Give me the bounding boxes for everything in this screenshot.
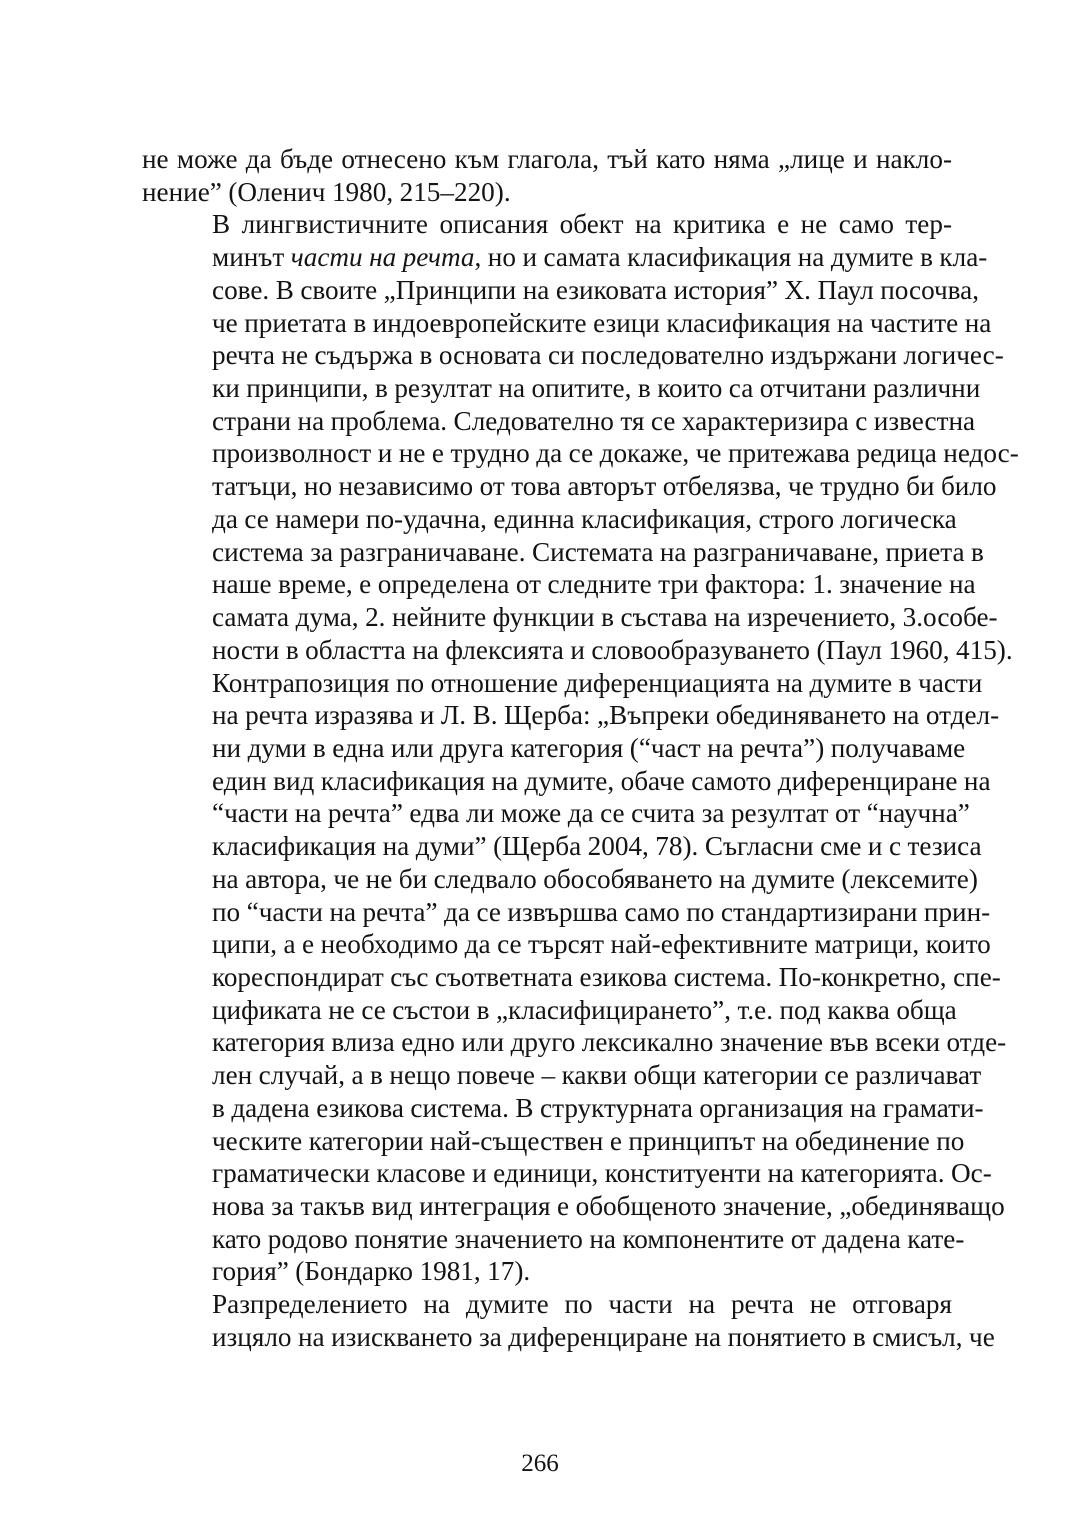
text-segment: да се намери по-удачна, единна класификация, строго логическа <box>212 503 957 534</box>
text-segment: ципи, а е необходимо да се търсят най-ефективните матрици, които <box>212 929 991 960</box>
text-segment: един вид класификация на думите, обаче самото диференциране на <box>212 765 991 796</box>
text-line <box>142 339 1004 372</box>
text-segment: кореспондират със съответната езикова система. По-конкретно, спе- <box>212 961 1001 992</box>
text-line <box>142 1255 952 1288</box>
text-segment: ни думи в една или друга категория (“част на речта”) получаваме <box>212 732 966 763</box>
text-line <box>142 732 966 765</box>
text-line <box>142 601 998 634</box>
text-line <box>142 143 952 176</box>
text-line <box>142 274 980 307</box>
italic-term: части на речта <box>290 242 475 273</box>
text-segment: ки принципи, в резултат на опитите, в които са отчитани различни <box>212 373 981 404</box>
text-segment: нова за такъв вид интеграция е обобщеното значение, „обединяващо <box>212 1191 1005 1221</box>
text-line <box>142 503 957 536</box>
text-segment: “части на речта” едва ли може да се счита за резултат от “научна” <box>212 798 970 829</box>
text-line <box>142 307 992 340</box>
text-segment: самата дума, 2. нейните функции в състава на изречението, 3.особе- <box>212 602 998 633</box>
text-segment: речта не съдържа в основата си последователно издържани логичес- <box>212 340 1004 371</box>
paragraph <box>142 1288 995 1353</box>
text-segment: система за разграничаване. Системата на разграничаване, приета в <box>212 536 984 567</box>
text-line <box>142 928 991 961</box>
text-line <box>142 176 952 209</box>
text-segment: в дадена езикова система. В структурната организация на грамати- <box>212 1092 984 1123</box>
text-segment: произволност и не е трудно да се докаже, че притежава редица недос- <box>212 438 1019 469</box>
text-segment: на автора, че не би следвало обособяването на думите (лексемите) <box>212 863 978 894</box>
text-line <box>142 1157 992 1190</box>
text-segment: не може да бъде отнесено към глагола, тъй като няма „лице и накло- <box>142 144 952 174</box>
text-line <box>142 405 976 438</box>
text-segment: цификата не се състои в „класифицирането”, т.е. под каква обща <box>212 994 957 1025</box>
text-line <box>142 1288 952 1321</box>
text-segment: ческите категории най-съществен е принципът на обединение по <box>212 1125 965 1156</box>
text-line <box>142 1059 982 1092</box>
text-segment: на речта изразява и Л. В. Щерба: „Въпреки обединяването на отдел- <box>212 700 1000 731</box>
text-line <box>142 634 1013 667</box>
text-line <box>142 568 976 601</box>
text-segment: по “части на речта” да се извършва само по стандартизирани прин- <box>212 896 991 927</box>
page-number: 266 <box>521 1450 559 1477</box>
text-line <box>142 896 991 929</box>
text-segment: изцяло на изискването за диференциране на понятието в смисъл, че <box>212 1321 995 1352</box>
text-segment: гория” (Бондарко 1981, 17). <box>212 1256 531 1287</box>
text-segment: , но и самата класификация на думите в кла- <box>474 242 988 273</box>
text-segment: сове. В своите „Принципи на езиковата история” Х. Паул посочва, <box>212 274 980 305</box>
paragraph <box>142 208 1019 1288</box>
text-line <box>142 994 957 1027</box>
text-line <box>142 830 982 863</box>
text-line <box>142 1092 984 1125</box>
text-segment: като родово понятие значението на компонентите от дадена кате- <box>212 1223 965 1254</box>
text-segment: Контрапозиция по отношение диференциацията на думите в части <box>212 667 983 698</box>
text-line <box>142 536 984 569</box>
text-segment: наше време, е определена от следните три фактора: 1. значение на <box>212 569 976 600</box>
text-segment: класификация на думи” (Щерба 2004, 78). Съгласни сме и с тезиса <box>212 831 982 862</box>
text-line <box>142 1190 1005 1223</box>
paragraph <box>142 143 952 208</box>
text-line <box>142 470 997 503</box>
text-line <box>142 437 1019 470</box>
page-body <box>142 143 1019 1354</box>
text-segment: минът <box>212 242 291 273</box>
text-segment: страни на проблема. Следователно тя се характеризира с известна <box>212 405 976 436</box>
text-line <box>142 863 978 896</box>
text-segment: нение” (Оленич 1980, 215–220). <box>142 176 511 207</box>
text-line <box>142 961 1001 994</box>
text-line <box>142 765 991 798</box>
text-line <box>142 208 952 241</box>
text-line <box>142 1125 965 1158</box>
text-line <box>142 1026 1007 1059</box>
text-segment: В лингвистичните описания обект на критика е не само тер- <box>212 209 952 240</box>
text-line <box>142 1223 965 1256</box>
text-segment: че приетата в индоевропейските езици класификация на частите на <box>212 307 992 338</box>
text-segment: лен случай, а в нещо повече – какви общи категории се различават <box>212 1060 982 1091</box>
text-line <box>142 667 983 700</box>
text-segment: ности в областта на флексията и словообразуването (Паул 1960, 415). <box>212 634 1013 665</box>
text-line <box>142 1321 995 1354</box>
text-segment: граматически класове и единици, конституенти на категорията. Ос- <box>212 1158 992 1189</box>
text-line <box>142 699 1000 732</box>
text-segment: Разпределението на думите по части на речта не отговаря <box>212 1289 952 1320</box>
text-segment: татъци, но независимо от това авторът отбелязва, че трудно би било <box>212 471 997 502</box>
text-line <box>142 797 970 830</box>
text-line <box>142 372 981 405</box>
text-line <box>142 241 988 274</box>
text-segment: категория влиза едно или друго лексикално значение във всеки отде- <box>212 1027 1007 1058</box>
